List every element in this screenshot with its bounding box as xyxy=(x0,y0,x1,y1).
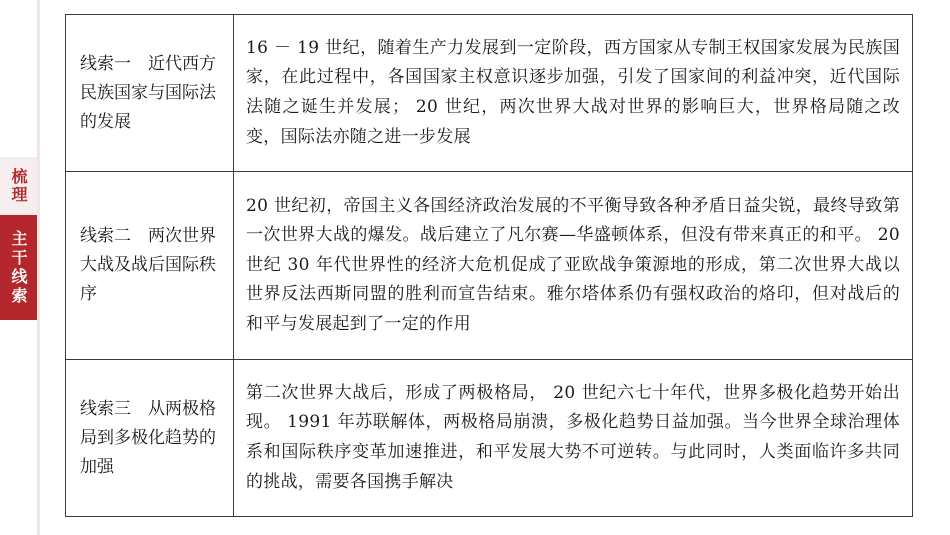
sidebar-tab-review-label: 梳理 xyxy=(9,168,28,204)
row-label: 线索一 近代西方民族国家与国际法的发展 xyxy=(66,15,234,172)
sidebar-tab-review[interactable] xyxy=(0,157,37,215)
row-content: 16 － 19 世纪，随着生产力发展到一定阶段，西方国家从专制王权国家发展为民族国家，在此过程中，各国国家主权意识逐步加强，引发了国家间的利益冲突，近代国际法随之诞生并发展； 20 世纪，两次世界大战对世界的影响巨大，世界格局随之改变，国际法亦随之进一步发展 xyxy=(234,15,913,172)
table-row xyxy=(66,172,913,360)
sidebar-tab-main-clues-label: 主干线索 xyxy=(9,229,28,306)
row-content: 20 世纪初，帝国主义各国经济政治发展的不平衡导致各种矛盾日益尖锐，最终导致第一次世界大战的爆发。战后建立了凡尔赛—华盛顿体系，但没有带来真正的和平。 20 世纪 30 年代世界性的经济大危机促成了亚欧战争策源地的形成，第二次世界大战以世界反法西斯同盟的胜利而宣告结束。雅尔塔体系仍有强权政治的烙印，但对战后的和平与发展起到了一定的作用 xyxy=(234,172,913,360)
table-row xyxy=(66,360,913,517)
clues-table xyxy=(65,14,913,517)
row-label: 线索二 两次世界大战及战后国际秩序 xyxy=(66,172,234,360)
row-label: 线索三 从两极格局到多极化趋势的加强 xyxy=(66,360,234,517)
table-row xyxy=(66,15,913,172)
sidebar-tab-main-clues[interactable] xyxy=(0,215,37,320)
sidebar-divider xyxy=(37,0,40,535)
row-content: 第二次世界大战后，形成了两极格局， 20 世纪六七十年代，世界多极化趋势开始出现。 1991 年苏联解体，两极格局崩溃，多极化趋势日益加强。当今世界全球治理体系和国际秩序变革加速推进，和平发展大势不可逆转。与此同时，人类面临许多共同的挑战，需要各国携手解决 xyxy=(234,360,913,517)
